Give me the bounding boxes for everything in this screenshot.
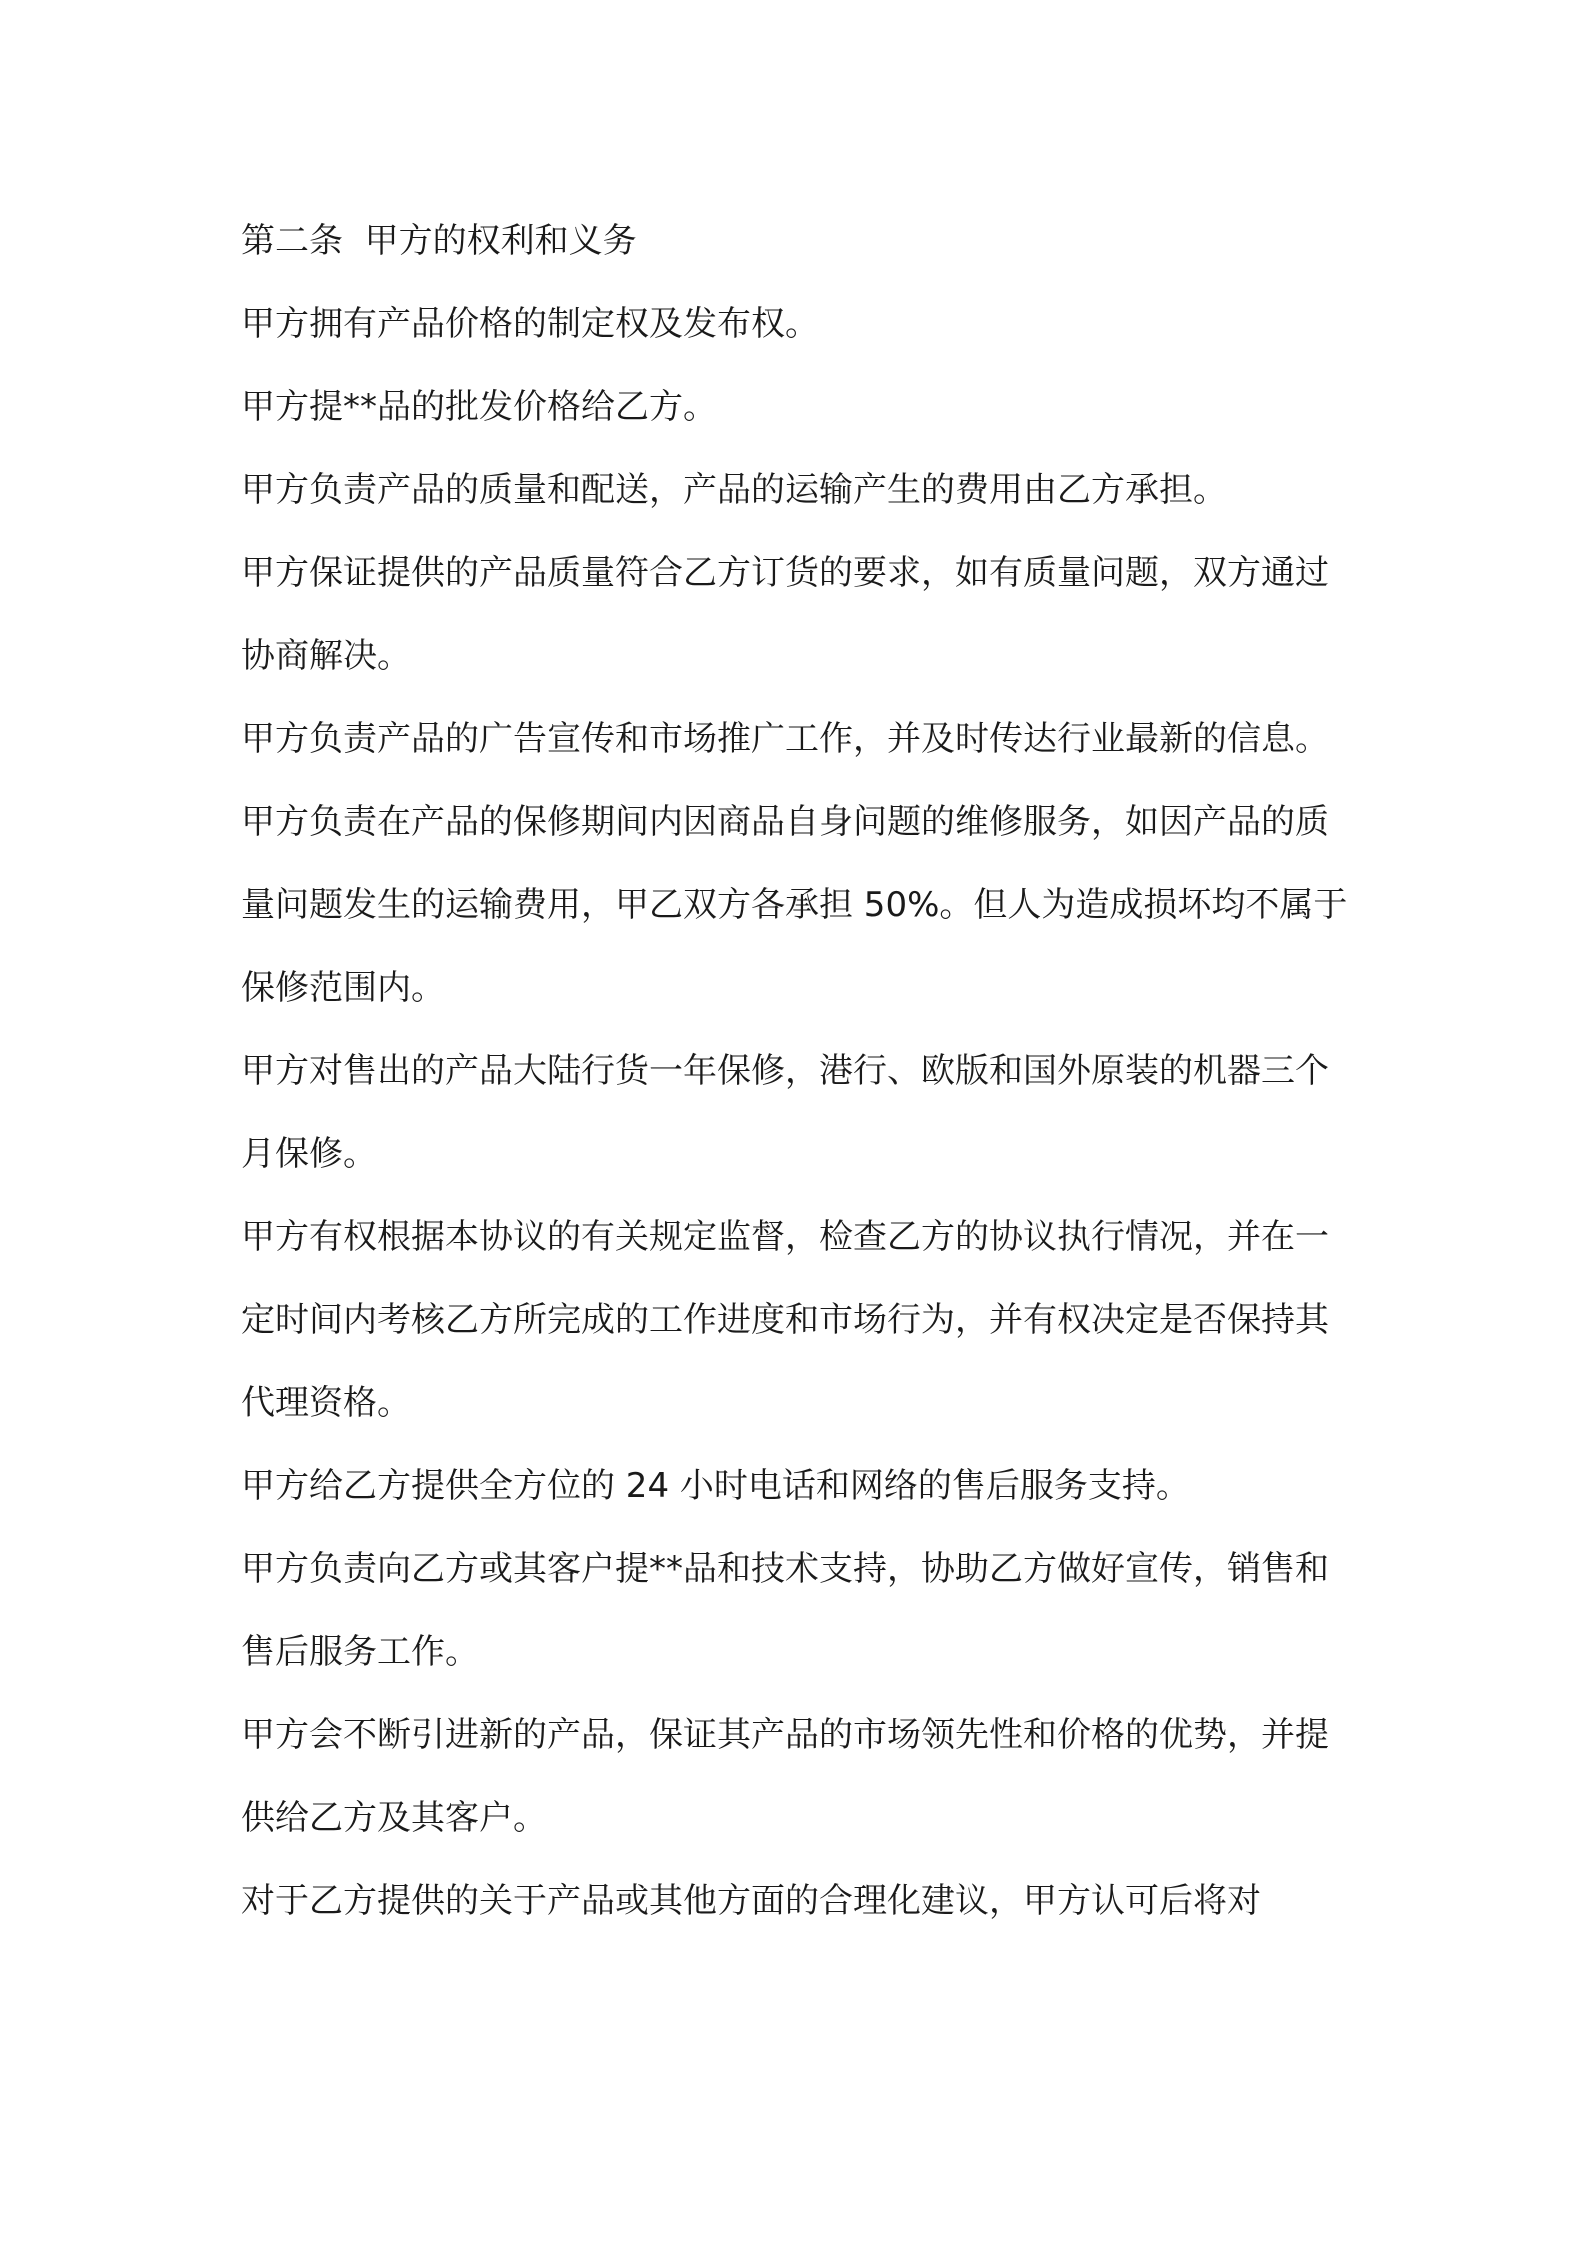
clause-paragraph: 甲方负责产品的广告宣传和市场推广工作，并及时传达行业最新的信息。 — [241, 719, 1329, 759]
clause-paragraph: 对于乙方提供的关于产品或其他方面的合理化建议，甲方认可后将对 — [241, 1881, 1261, 1921]
document-body — [241, 200, 1361, 1943]
section-heading: 第二条 甲方的权利和义务 — [241, 221, 637, 261]
clause-paragraph: 甲方保证提供的产品质量符合乙方订货的要求，如有质量问题，双方通过协商解决。 — [241, 553, 1329, 676]
clause-paragraph: 甲方负责产品的质量和配送，产品的运输产生的费用由乙方承担。 — [241, 470, 1227, 510]
clause-paragraph: 甲方拥有产品价格的制定权及发布权。 — [241, 304, 819, 344]
clause-paragraph: 甲方给乙方提供全方位的 24 小时电话和网络的售后服务支持。 — [241, 1466, 1190, 1506]
clause-paragraph: 甲方会不断引进新的产品，保证其产品的市场领先性和价格的优势，并提供给乙方及其客户。 — [241, 1715, 1329, 1838]
clause-paragraph: 甲方提**品的批发价格给乙方。 — [241, 387, 717, 427]
clause-paragraph: 甲方有权根据本协议的有关规定监督，检查乙方的协议执行情况，并在一定时间内考核乙方所完成的工作进度和市场行为，并有权决定是否保持其代理资格。 — [241, 1217, 1329, 1423]
clause-paragraph: 甲方负责在产品的保修期间内因商品自身问题的维修服务，如因产品的质量问题发生的运输费用，甲乙双方各承担 50%。但人为造成损坏均不属于保修范围内。 — [241, 802, 1348, 1008]
clause-paragraph: 甲方对售出的产品大陆行货一年保修，港行、欧版和国外原装的机器三个月保修。 — [241, 1051, 1329, 1174]
clause-paragraph: 甲方负责向乙方或其客户提**品和技术支持，协助乙方做好宣传，销售和售后服务工作。 — [241, 1549, 1329, 1672]
